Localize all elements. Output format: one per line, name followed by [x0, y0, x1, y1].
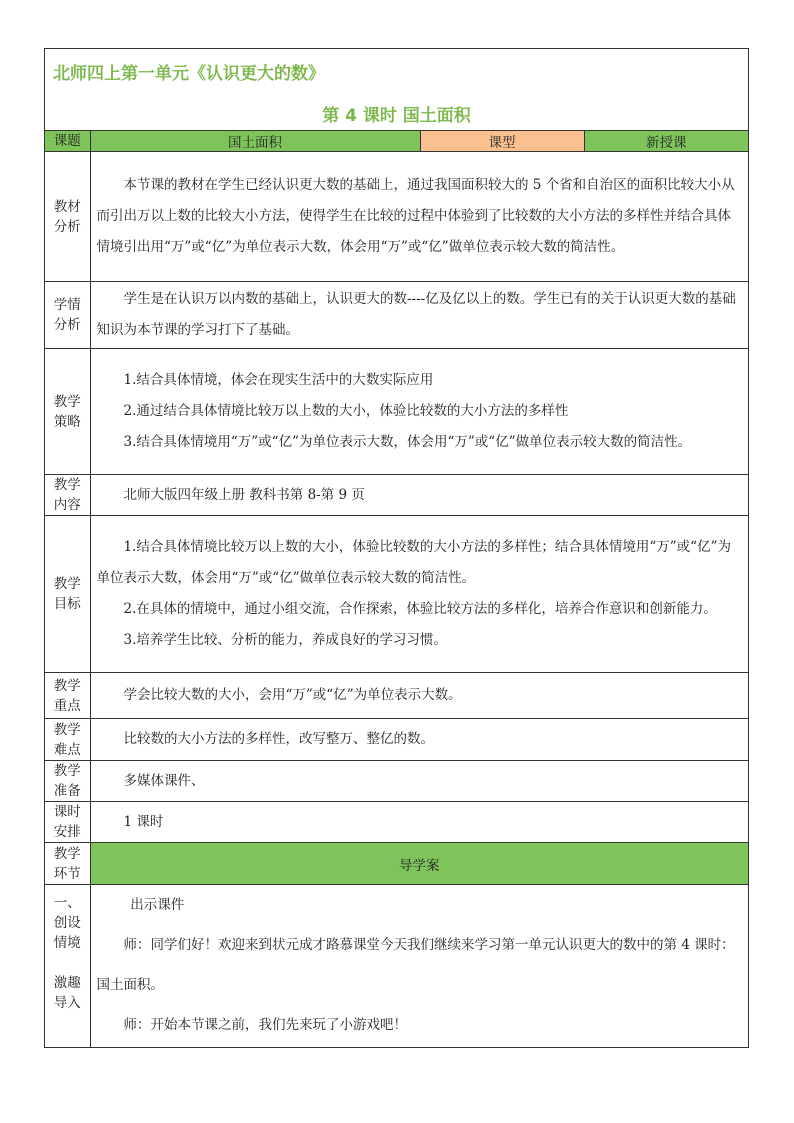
analysis-row: [45, 152, 748, 282]
content-row: [45, 475, 748, 516]
key-body: [90, 673, 748, 719]
stage-row: [45, 843, 748, 885]
difficulty-row: [45, 719, 748, 761]
schedule-text: 1 课时: [123, 813, 164, 830]
intro-body: [90, 885, 748, 1048]
difficulty-body: [90, 719, 748, 761]
content-text: 北师大版四年级上册 教科书第 8-第 9 页: [123, 486, 365, 503]
goal-item: 1.结合具体情境比较万以上数的大小，体验比较数的大小方法的多样性；结合具体情境用“万”或“亿”为单位表示大数，体会用“万”或“亿”做单位表示较大数的简洁性。: [96, 539, 731, 586]
topic-label: 课题: [45, 131, 90, 152]
learners-row: [45, 282, 748, 349]
topic-value: 国土面积: [90, 131, 420, 152]
goals-label: 教学 目标: [45, 516, 90, 673]
strategy-item: 2.通过结合具体情境比较万以上数的大小，体验比较数的大小方法的多样性: [123, 403, 569, 419]
goals-row: [45, 516, 748, 673]
lesson-plan-sheet: [44, 48, 749, 1048]
difficulty-label: 教学 难点: [45, 719, 90, 761]
lesson-type-label: 课型: [420, 131, 584, 152]
prep-text: 多媒体课件、: [123, 772, 205, 789]
document-title: 北师四上第一单元《认识更大的数》: [53, 64, 325, 84]
lesson-type-value: 新授课: [584, 131, 748, 152]
strategy-item: 3.结合具体情境用“万”或“亿”为单位表示大数，体会用“万”或“亿”做单位表示较大数的简洁性。: [123, 434, 692, 450]
key-label: 教学 重点: [45, 673, 90, 719]
strategy-item: 1.结合具体情境，体会在现实生活中的大数实际应用: [123, 372, 434, 388]
strategy-body: [90, 349, 748, 475]
key-row: [45, 673, 748, 719]
intro-row: [45, 885, 748, 1048]
intro-line: 出示课件: [130, 897, 185, 913]
strategy-row: [45, 349, 748, 475]
schedule-row: [45, 802, 748, 843]
schedule-label: 课时 安排: [45, 802, 90, 843]
intro-line: 师：开始本节课之前，我们先来玩了小游戏吧！: [123, 1017, 407, 1033]
key-text: 学会比较大数的大小，会用“万”或“亿”为单位表示大数。: [123, 687, 462, 703]
lesson-plan-table: [45, 131, 748, 1047]
learners-body: [90, 282, 748, 349]
content-body: [90, 475, 748, 516]
prep-row: [45, 761, 748, 802]
intro-label: 一、 创设 情境 激趣 导入: [45, 885, 90, 1048]
stage-label: 教学 环节: [45, 843, 90, 885]
stage-value: 导学案: [90, 843, 748, 885]
content-label: 教学 内容: [45, 475, 90, 516]
document-subtitle: 第 4 课时 国土面积: [322, 106, 471, 126]
info-row: [45, 131, 748, 152]
prep-label: 教学 准备: [45, 761, 90, 802]
document-header: [45, 49, 748, 131]
analysis-text: 本节课的教材在学生已经认识更大数的基础上，通过我国面积较大的 5 个省和自治区的面积比较大小从而引出万以上数的比较大小方法，使得学生在比较的过程中体验到了比较数的大小方法的多样性并结合具体情境引出用“万”或“亿”为单位表示大数，体会用“万”或“亿”做单位表示较大数的简洁性。: [96, 177, 735, 255]
intro-line: 师：同学们好！欢迎来到状元成才路慕课堂今天我们继续来学习第一单元认识更大的数中的第 4 课时：国土面积。: [96, 937, 735, 993]
learners-label: 学情 分析: [45, 282, 90, 349]
analysis-label: 教材 分析: [45, 152, 90, 282]
difficulty-text: 比较数的大小方法的多样性，改写整万、整亿的数。: [123, 731, 434, 747]
learners-text: 学生是在认识万以内数的基础上，认识更大的数----亿及亿以上的数。学生已有的关于认识更大数的基础知识为本节课的学习打下了基础。: [96, 291, 736, 338]
goal-item: 2.在具体的情境中，通过小组交流，合作探索，体验比较方法的多样化，培养合作意识和创新能力。: [123, 601, 717, 617]
schedule-body: [90, 802, 748, 843]
goals-body: [90, 516, 748, 673]
strategy-label: 教学 策略: [45, 349, 90, 475]
analysis-body: [90, 152, 748, 282]
goal-item: 3.培养学生比较、分析的能力，养成良好的学习习惯。: [123, 632, 447, 648]
prep-body: [90, 761, 748, 802]
